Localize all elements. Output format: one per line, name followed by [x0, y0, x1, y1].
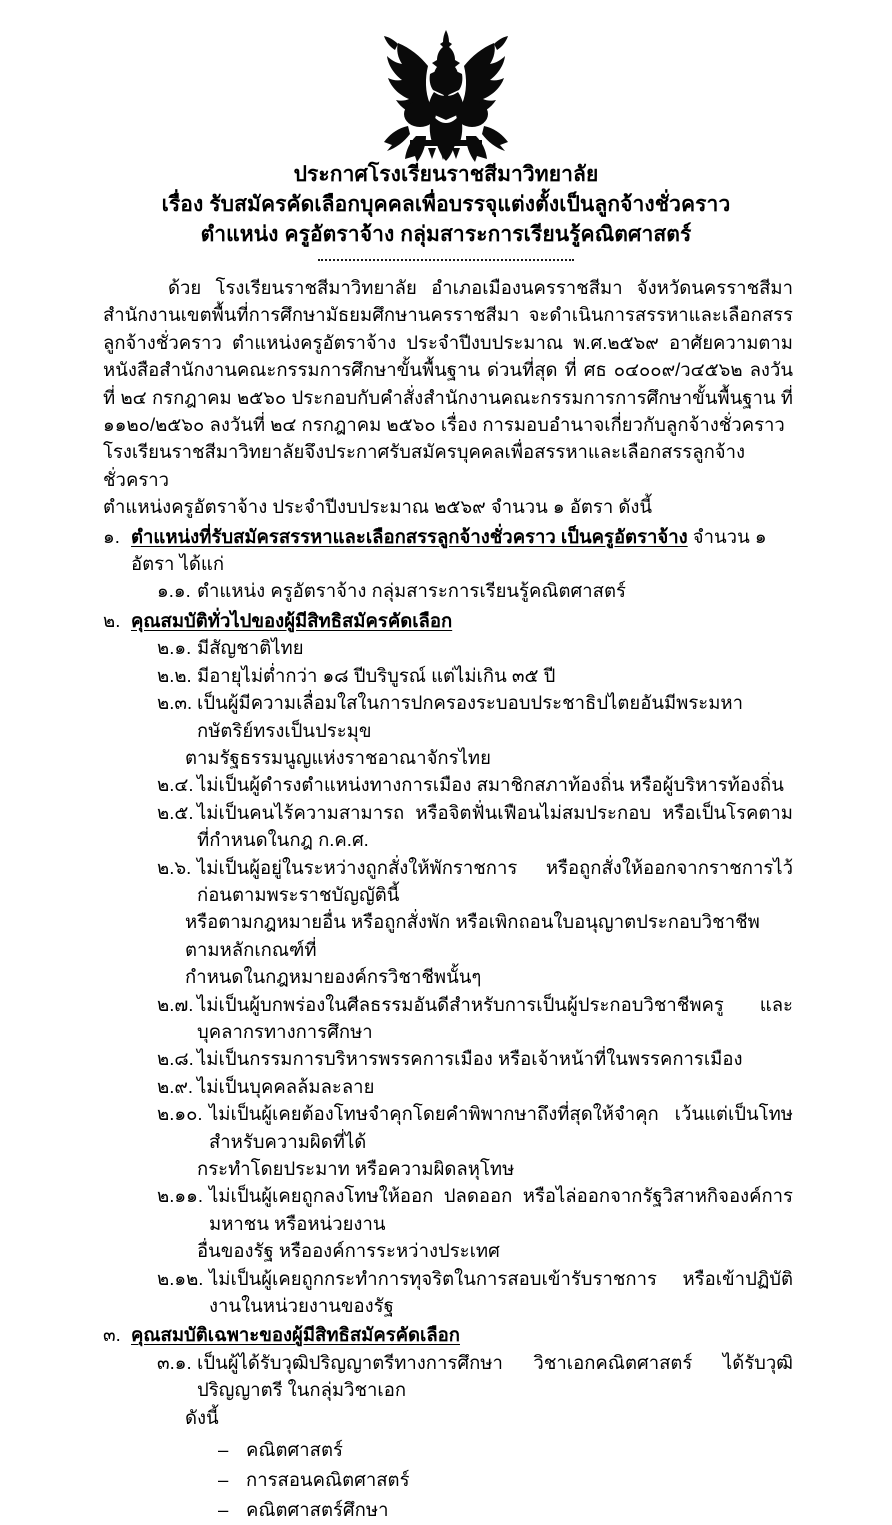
- item-2-8-text: ไม่เป็นกรรมการบริหารพรรคการเมือง หรือเจ้าหน้าที่ในพรรคการเมือง: [197, 1048, 743, 1070]
- item-2-3-number: ๒.๓.: [157, 692, 193, 714]
- item-2-6-number: ๒.๖.: [157, 856, 192, 878]
- item-2-9: [157, 1073, 793, 1100]
- item-2-1: [157, 634, 793, 661]
- item-2-10-number: ๒.๑๐.: [157, 1103, 203, 1125]
- intro-line-3: ตำแหน่งครูอัตราจ้าง ประจำปีงบประมาณ ๒๕๖๙ จำนวน ๑ อัตรา ดังนี้: [103, 496, 653, 518]
- item-2-10-continuation-1: กระทำโดยประมาท หรือความผิดลหุโทษ: [197, 1158, 515, 1179]
- section-1-number: ๑.: [103, 525, 120, 547]
- section-2-heading: [131, 607, 793, 634]
- dash-bullet-icon: –: [218, 1469, 229, 1491]
- section-3-number: ๓.: [103, 1324, 121, 1346]
- item-2-11-number: ๒.๑๑.: [157, 1185, 203, 1207]
- item-2-7-text: ไม่เป็นผู้บกพร่องในศีลธรรมอันดีสำหรับการเป็นผู้ประกอบวิชาชีพครู และบุคลากรทางการศึกษา: [197, 993, 793, 1042]
- heading-line-2: เรื่อง รับสมัครคัดเลือกบุคคลเพื่อบรรจุแต่งตั้งเป็นลูกจ้างชั่วคราว: [161, 193, 731, 216]
- major-item-2: การสอนคณิตศาสตร์: [246, 1469, 410, 1491]
- section-1-heading: [131, 523, 793, 578]
- item-2-3-continuation-1: ตามรัฐธรรมนูญแห่งราชอาณาจักรไทย: [185, 746, 491, 768]
- item-2-12-number: ๒.๑๒.: [157, 1267, 204, 1289]
- item-2-11: [157, 1182, 793, 1237]
- section-2: [103, 607, 793, 634]
- item-2-1-number: ๒.๑.: [157, 637, 192, 659]
- dash-bullet-icon: –: [218, 1499, 229, 1521]
- section-2-number: ๒.: [103, 609, 121, 631]
- item-2-4-text: ไม่เป็นผู้ดำรงตำแหน่งทางการเมือง สมาชิกสภาท้องถิ่น หรือผู้บริหารท้องถิ่น: [197, 774, 784, 796]
- emblem-container: [0, 22, 892, 162]
- major-item-3: คณิตศาสตร์ศึกษา: [246, 1499, 389, 1521]
- section-3-heading: [131, 1321, 793, 1348]
- garuda-emblem: [380, 22, 512, 162]
- heading-line-3: ตำแหน่ง ครูอัตราจ้าง กลุ่มสาระการเรียนรู้คณิตศาสตร์: [200, 223, 692, 246]
- item-2-3: [157, 689, 793, 744]
- section-3: [103, 1321, 793, 1348]
- item-3-1-text: เป็นผู้ได้รับวุฒิปริญญาตรีทางการศึกษา วิชาเอกคณิตศาสตร์ ได้รับวุฒิปริญญาตรี ในกลุ่มวิชาเอก: [197, 1351, 793, 1401]
- item-2-6-continuation-2: กำหนดในกฎหมายองค์กรวิชาชีพนั้นๆ: [185, 966, 482, 988]
- item-2-2-number: ๒.๒.: [157, 664, 192, 686]
- list-item: [218, 1435, 793, 1465]
- major-subject-list: [103, 1435, 793, 1525]
- item-2-7-number: ๒.๗.: [157, 993, 194, 1015]
- item-1-1: [157, 577, 793, 604]
- list-item: [218, 1495, 793, 1525]
- item-2-4: [157, 771, 793, 798]
- item-2-4-number: ๒.๔.: [157, 774, 194, 796]
- item-2-9-text: ไม่เป็นบุคคลล้มละลาย: [197, 1075, 375, 1097]
- major-item-1: คณิตศาสตร์: [246, 1439, 343, 1461]
- item-2-7: [157, 991, 793, 1046]
- section-1: [103, 523, 793, 578]
- item-2-3-text: เป็นผู้มีความเลื่อมใสในการปกครองระบอบประชาธิปไตยอันมีพระมหากษัตริย์ทรงเป็นประมุข: [197, 692, 744, 741]
- item-2-10-text: ไม่เป็นผู้เคยต้องโทษจำคุกโดยคำพิพากษาถึงที่สุดให้จำคุก เว้นแต่เป็นโทษสำหรับความผิดที่ได้: [209, 1103, 793, 1152]
- item-2-5-text: ไม่เป็นคนไร้ความสามารถ หรือจิตฟั่นเฟือนไม่สมประกอบ หรือเป็นโรคตามที่กำหนดในกฎ ก.ค.ศ.: [197, 801, 793, 851]
- intro-line-2: โรงเรียนราชสีมาวิทยาลัยจึงประกาศรับสมัครบุคคลเพื่อสรรหาและเลือกสรรลูกจ้างชั่วคราว: [103, 441, 746, 490]
- item-2-10: [157, 1100, 793, 1155]
- heading-line-1: ประกาศโรงเรียนราชสีมาวิทยาลัย: [293, 163, 599, 186]
- item-2-5: [157, 799, 793, 854]
- item-2-6-continuation-1: หรือตามกฎหมายอื่น หรือถูกสั่งพัก หรือเพิกถอนใบอนุญาตประกอบวิชาชีพตามหลักเกณฑ์ที่: [185, 911, 760, 960]
- item-2-5-number: ๒.๕.: [157, 801, 194, 823]
- section-2-title: คุณสมบัติทั่วไปของผู้มีสิทธิสมัครคัดเลือก: [131, 609, 453, 631]
- section-1-title-tail: จำนวน ๑ อัตรา ได้แก่: [131, 525, 767, 575]
- dotted-separator: [318, 259, 574, 261]
- section-1-title: ตำแหน่งที่รับสมัครสรรหาและเลือกสรรลูกจ้างชั่วคราว เป็นครูอัตราจ้าง: [131, 525, 688, 547]
- item-2-8-number: ๒.๘.: [157, 1048, 194, 1070]
- item-2-12-text: ไม่เป็นผู้เคยถูกกระทำการทุจริตในการสอบเข้ารับราชการ หรือเข้าปฏิบัติงานในหน่วยงานของรัฐ: [209, 1267, 793, 1317]
- item-3-1: [157, 1349, 793, 1404]
- item-2-8: [157, 1045, 793, 1072]
- item-3-1-number: ๓.๑.: [157, 1351, 192, 1373]
- item-2-1-text: มีสัญชาติไทย: [197, 637, 304, 659]
- item-2-12: [157, 1265, 793, 1320]
- section-3-title: คุณสมบัติเฉพาะของผู้มีสิทธิสมัครคัดเลือก: [131, 1324, 460, 1346]
- item-2-9-number: ๒.๙.: [157, 1075, 194, 1097]
- item-2-2-text: มีอายุไม่ต่ำกว่า ๑๘ ปีบริบูรณ์ แต่ไม่เกิน ๓๕ ปี: [197, 664, 556, 686]
- item-2-11-text: ไม่เป็นผู้เคยถูกลงโทษให้ออก ปลดออก หรือไล่ออกจากรัฐวิสาหกิจองค์การมหาชน หรือหน่วยงาน: [209, 1185, 793, 1234]
- item-2-6: [157, 854, 793, 909]
- item-3-1-continuation-1: ดังนี้: [185, 1406, 219, 1428]
- item-2-6-text: ไม่เป็นผู้อยู่ในระหว่างถูกสั่งให้พักราชการ หรือถูกสั่งให้ออกจากราชการไว้ก่อนตามพระราชบัญญัตินี้: [197, 856, 793, 905]
- item-2-11-continuation-1: อื่นของรัฐ หรือองค์การระหว่างประเทศ: [197, 1240, 500, 1262]
- item-1-1-number: ๑.๑.: [157, 580, 191, 602]
- document-body: [103, 274, 793, 1525]
- item-1-1-text: ตำแหน่ง ครูอัตราจ้าง กลุ่มสาระการเรียนรู้คณิตศาสตร์: [197, 580, 626, 602]
- dash-bullet-icon: –: [218, 1439, 229, 1461]
- document-heading: [0, 160, 892, 261]
- intro-paragraph: ด้วย โรงเรียนราชสีมาวิทยาลัย อำเภอเมืองนครราชสีมา จังหวัดนครราชสีมา สำนักงานเขตพื้นที่การศึกษามัธยมศึกษานครราชสีมา จะดำเนินการสรรหาและเลือกสรรลูกจ้างชั่วคราว ตำแหน่งครูอัตราจ้าง ประจำปีงบประมาณ พ.ศ.๒๕๖๙ อาศัยความตามหนังสือสำนักงานคณะกรรมการศึกษาขั้นพื้นฐาน ด่วนที่สุด ที่ ศธ ๐๔๐๐๙/ว๔๕๖๒ ลงวันที่ ๒๔ กรกฎาคม ๒๕๖๐ ประกอบกับคำสั่งสำนักงานคณะกรรมการการศึกษาขั้นพื้นฐาน ที่ ๑๑๒๐/๒๕๖๐ ลงวันที่ ๒๔ กรกฎาคม ๒๕๖๐ เรื่อง การมอบอำนาจเกี่ยวกับลูกจ้างชั่วคราว: [103, 277, 793, 436]
- item-2-2: [157, 662, 793, 689]
- list-item: [218, 1465, 793, 1495]
